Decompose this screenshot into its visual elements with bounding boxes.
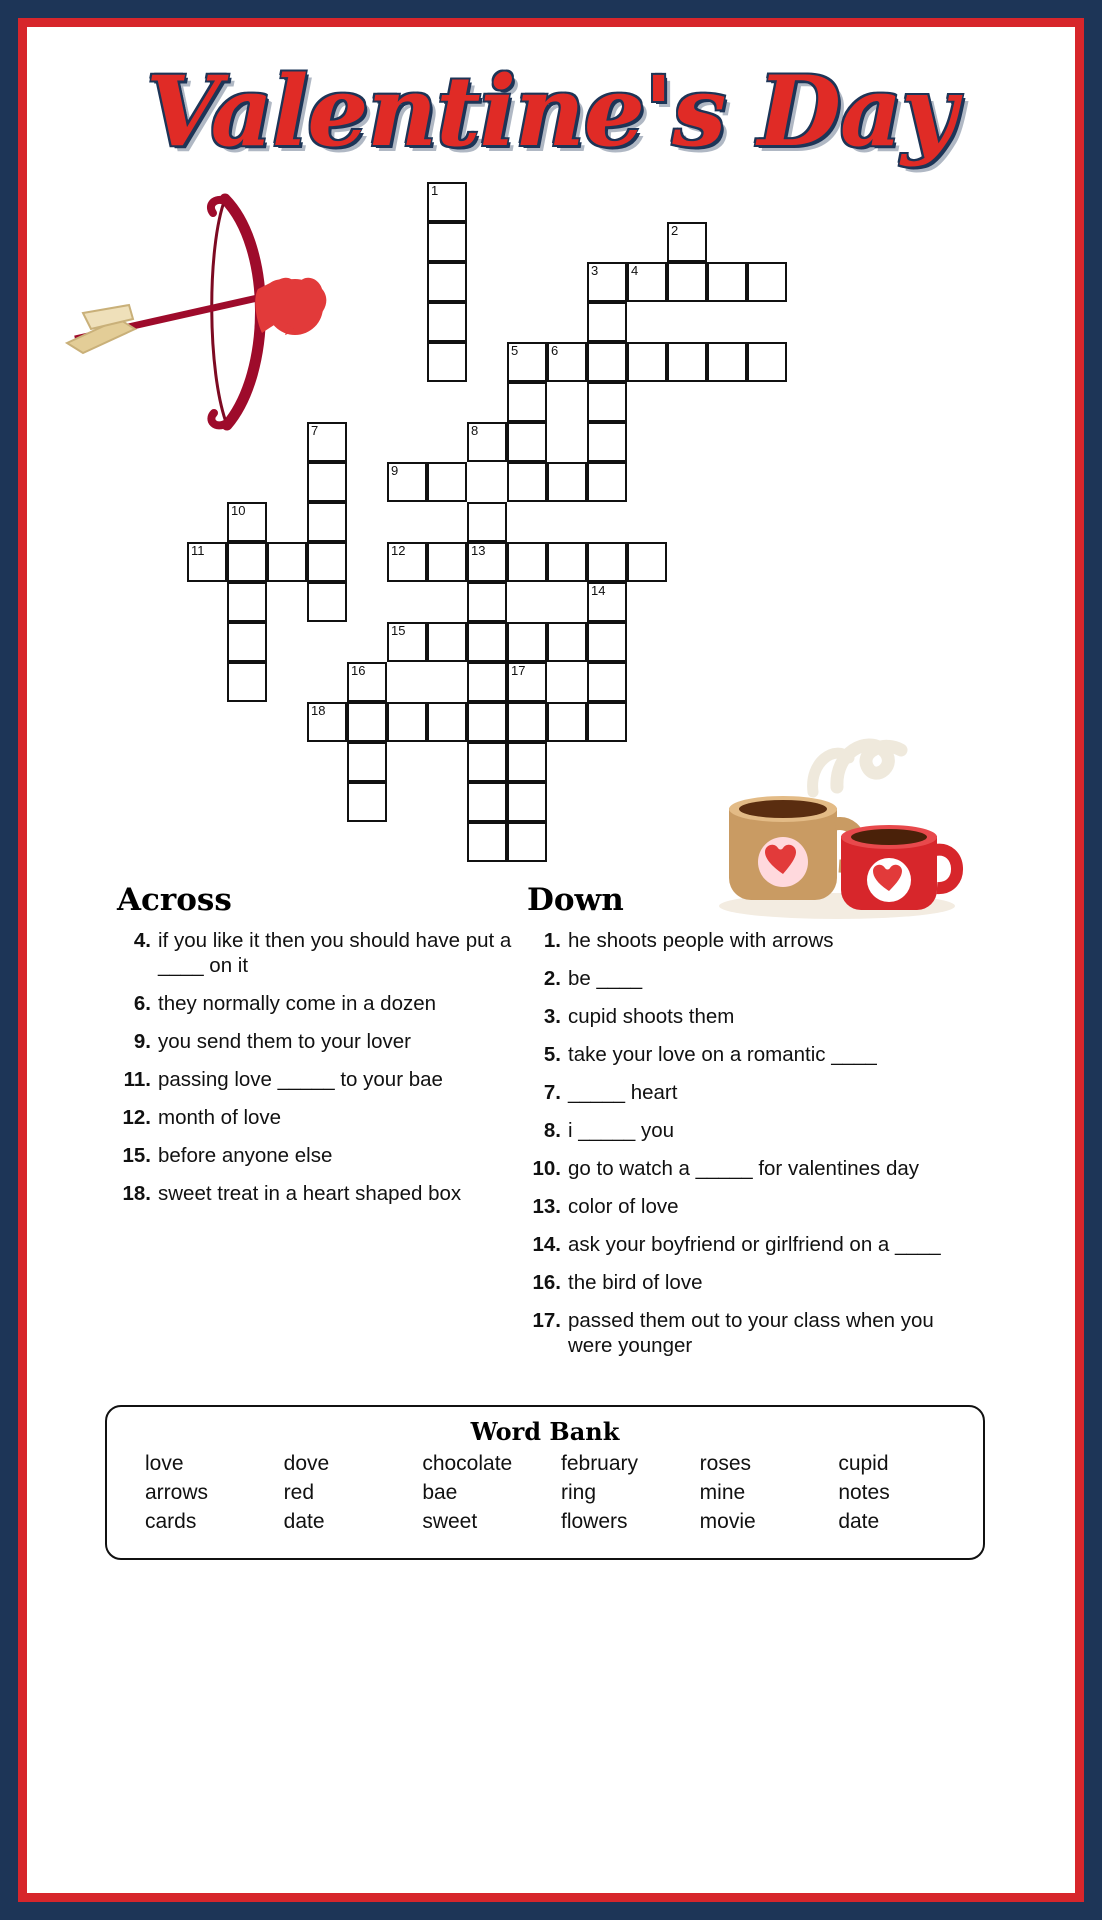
cell-number: 15 bbox=[391, 623, 406, 638]
crossword-cell[interactable] bbox=[427, 462, 467, 502]
crossword-cell[interactable] bbox=[507, 822, 547, 862]
crossword-cell[interactable] bbox=[627, 542, 667, 582]
crossword-cell[interactable] bbox=[507, 742, 547, 782]
crossword-cell[interactable] bbox=[307, 582, 347, 622]
word-bank-word: bae bbox=[422, 1481, 458, 1504]
clues-section bbox=[87, 882, 1017, 1402]
clue-text: he shoots people with arrows bbox=[568, 929, 834, 952]
crossword-cell[interactable] bbox=[627, 342, 667, 382]
cell-number: 10 bbox=[231, 503, 246, 518]
crossword-cell[interactable] bbox=[747, 262, 787, 302]
crossword-cell[interactable] bbox=[587, 582, 627, 622]
crossword-cell[interactable] bbox=[307, 422, 347, 462]
crossword-cell[interactable] bbox=[307, 702, 347, 742]
crossword-cell[interactable] bbox=[507, 382, 547, 422]
crossword-cell[interactable] bbox=[507, 542, 547, 582]
crossword-cell[interactable] bbox=[547, 342, 587, 382]
crossword-cell[interactable] bbox=[427, 702, 467, 742]
crossword-cell[interactable] bbox=[587, 262, 627, 302]
worksheet-sheet bbox=[27, 27, 1075, 1893]
clue-text: before anyone else bbox=[158, 1144, 333, 1167]
crossword-cell[interactable] bbox=[467, 582, 507, 622]
clue-text: passing love _____ to your bae bbox=[158, 1068, 443, 1091]
clue-number: 16. bbox=[532, 1271, 561, 1294]
down-clue bbox=[527, 1232, 947, 1257]
word-bank-word: february bbox=[561, 1452, 639, 1475]
clue-number: 11. bbox=[123, 1068, 151, 1091]
clue-text: the bird of love bbox=[568, 1271, 703, 1294]
clue-text: month of love bbox=[158, 1106, 282, 1129]
crossword-cell[interactable] bbox=[467, 542, 507, 582]
clue-number: 1. bbox=[543, 929, 561, 952]
crossword-cell[interactable] bbox=[467, 822, 507, 862]
crossword-cell[interactable] bbox=[587, 542, 627, 582]
crossword-cell[interactable] bbox=[427, 342, 467, 382]
word-bank-word: red bbox=[283, 1481, 315, 1504]
clue-text: _____ heart bbox=[568, 1081, 678, 1104]
down-clues bbox=[527, 882, 947, 1371]
clue-text: go to watch a _____ for valentines day bbox=[568, 1157, 920, 1180]
crossword-cell[interactable] bbox=[547, 702, 587, 742]
clue-number: 13. bbox=[532, 1195, 561, 1218]
crossword-cell[interactable] bbox=[307, 502, 347, 542]
crossword-cell[interactable] bbox=[747, 342, 787, 382]
crossword-cell[interactable] bbox=[507, 422, 547, 462]
word-bank-word: date bbox=[838, 1510, 880, 1533]
crossword-cell[interactable] bbox=[267, 542, 307, 582]
down-clue bbox=[527, 1194, 947, 1219]
cell-number: 17 bbox=[511, 663, 526, 678]
clue-text: i _____ you bbox=[568, 1119, 675, 1142]
cell-number: 14 bbox=[591, 583, 606, 598]
crossword-cell[interactable] bbox=[667, 342, 707, 382]
crossword-cell[interactable] bbox=[467, 742, 507, 782]
crossword-cell[interactable] bbox=[307, 542, 347, 582]
word-bank-word: cards bbox=[145, 1510, 197, 1533]
crossword-cell[interactable] bbox=[387, 702, 427, 742]
word-bank-word: ring bbox=[561, 1481, 597, 1504]
crossword-cell[interactable] bbox=[227, 502, 267, 542]
crossword-cell[interactable] bbox=[467, 422, 507, 462]
crossword-cell[interactable] bbox=[667, 222, 707, 262]
crossword-cell[interactable] bbox=[547, 622, 587, 662]
cell-number: 18 bbox=[311, 703, 326, 718]
crossword-cell[interactable] bbox=[347, 662, 387, 702]
word-bank-word: sweet bbox=[422, 1510, 478, 1533]
clue-number: 10. bbox=[532, 1157, 561, 1180]
crossword-cell[interactable] bbox=[507, 782, 547, 822]
cell-number: 16 bbox=[351, 663, 366, 678]
clue-text: cupid shoots them bbox=[568, 1005, 735, 1028]
crossword-cell[interactable] bbox=[707, 262, 747, 302]
crossword-cell[interactable] bbox=[507, 702, 547, 742]
clue-number: 5. bbox=[543, 1043, 561, 1066]
crossword-cell[interactable] bbox=[427, 182, 467, 222]
crossword-cell[interactable] bbox=[507, 342, 547, 382]
cell-number: 13 bbox=[471, 543, 486, 558]
across-heading: Across bbox=[117, 882, 232, 918]
cell-number: 4 bbox=[631, 263, 639, 278]
word-bank-word: flowers bbox=[561, 1510, 628, 1533]
word-bank-word: roses bbox=[699, 1452, 752, 1475]
crossword-cell[interactable] bbox=[507, 462, 547, 502]
crossword-cell[interactable] bbox=[547, 542, 587, 582]
crossword-cell[interactable] bbox=[187, 542, 227, 582]
crossword-cell[interactable] bbox=[387, 542, 427, 582]
crossword-cell[interactable] bbox=[547, 462, 587, 502]
across-clue bbox=[117, 1105, 537, 1130]
down-clue bbox=[527, 1118, 947, 1143]
down-clue bbox=[527, 928, 947, 953]
cell-number: 9 bbox=[391, 463, 399, 478]
crossword-cell[interactable] bbox=[227, 662, 267, 702]
down-clue bbox=[527, 1004, 947, 1029]
crossword-cell[interactable] bbox=[347, 742, 387, 782]
word-bank-word: chocolate bbox=[422, 1452, 513, 1475]
clue-text: color of love bbox=[568, 1195, 679, 1218]
crossword-cell[interactable] bbox=[707, 342, 747, 382]
crossword-cell[interactable] bbox=[427, 222, 467, 262]
cell-number: 1 bbox=[431, 183, 439, 198]
crossword-cell[interactable] bbox=[467, 622, 507, 662]
crossword-cell[interactable] bbox=[507, 662, 547, 702]
crossword-cell[interactable] bbox=[587, 702, 627, 742]
down-clue bbox=[527, 1080, 947, 1105]
down-clue bbox=[527, 966, 947, 991]
crossword-cell[interactable] bbox=[387, 462, 427, 502]
across-clue bbox=[117, 1143, 537, 1168]
across-clue bbox=[117, 991, 537, 1016]
clue-text: sweet treat in a heart shaped box bbox=[158, 1182, 462, 1205]
crossword-cell[interactable] bbox=[347, 702, 387, 742]
clue-text: be ____ bbox=[568, 967, 643, 990]
crossword-cell[interactable] bbox=[587, 382, 627, 422]
crossword-cell[interactable] bbox=[387, 622, 427, 662]
cell-number: 11 bbox=[191, 543, 205, 558]
crossword-grid[interactable] bbox=[147, 182, 947, 862]
clue-number: 9. bbox=[133, 1030, 151, 1053]
clue-number: 2. bbox=[543, 967, 561, 990]
crossword-cell[interactable] bbox=[467, 782, 507, 822]
word-bank-title: Word Bank bbox=[470, 1417, 620, 1446]
crossword-cell[interactable] bbox=[587, 622, 627, 662]
clue-text: if you like it then you should have put a ____ on it bbox=[158, 929, 512, 977]
crossword-cell[interactable] bbox=[467, 662, 507, 702]
clue-number: 8. bbox=[543, 1119, 561, 1142]
crossword-cell[interactable] bbox=[227, 582, 267, 622]
crossword-cell[interactable] bbox=[227, 542, 267, 582]
word-bank-word: cupid bbox=[838, 1452, 889, 1475]
clue-number: 14. bbox=[532, 1233, 561, 1256]
down-clue bbox=[527, 1308, 947, 1358]
across-clues bbox=[117, 882, 537, 1219]
crossword-cell[interactable] bbox=[587, 462, 627, 502]
clue-text: they normally come in a dozen bbox=[158, 992, 437, 1015]
clue-number: 17. bbox=[532, 1309, 561, 1332]
down-clue bbox=[527, 1270, 947, 1295]
cell-number: 3 bbox=[591, 263, 599, 278]
down-heading: Down bbox=[527, 882, 624, 918]
word-bank bbox=[105, 1405, 985, 1560]
word-bank-word: love bbox=[145, 1452, 184, 1475]
crossword-cell[interactable] bbox=[467, 702, 507, 742]
clue-number: 15. bbox=[122, 1144, 151, 1167]
clue-number: 4. bbox=[133, 929, 151, 952]
down-clue bbox=[527, 1042, 947, 1067]
cell-number: 12 bbox=[391, 543, 406, 558]
across-clue bbox=[117, 1029, 537, 1054]
crossword-cell[interactable] bbox=[667, 262, 707, 302]
crossword-cell[interactable] bbox=[587, 662, 627, 702]
clue-text: ask your boyfriend or girlfriend on a ____ bbox=[568, 1233, 941, 1256]
crossword-cell[interactable] bbox=[587, 302, 627, 342]
crossword-cell[interactable] bbox=[427, 542, 467, 582]
across-clue bbox=[117, 1067, 537, 1092]
crossword-cell[interactable] bbox=[347, 782, 387, 822]
cell-number: 2 bbox=[671, 223, 679, 238]
crossword-cell[interactable] bbox=[427, 302, 467, 342]
page-title: Valentine's Day bbox=[146, 55, 956, 168]
clue-text: passed them out to your class when you were younger bbox=[568, 1309, 934, 1357]
word-bank-word: notes bbox=[838, 1481, 890, 1504]
word-bank-list bbox=[129, 1452, 961, 1534]
cell-number: 5 bbox=[511, 343, 519, 358]
clue-text: you send them to your lover bbox=[158, 1030, 411, 1053]
crossword-cell[interactable] bbox=[227, 622, 267, 662]
clue-number: 12. bbox=[122, 1106, 151, 1129]
across-clue bbox=[117, 928, 537, 978]
clue-text: take your love on a romantic ____ bbox=[568, 1043, 877, 1066]
across-clue bbox=[117, 1181, 537, 1206]
crossword-cell[interactable] bbox=[307, 462, 347, 502]
crossword-cell[interactable] bbox=[587, 342, 627, 382]
word-bank-word: mine bbox=[699, 1481, 746, 1504]
down-clue bbox=[527, 1156, 947, 1181]
clue-number: 18. bbox=[122, 1182, 151, 1205]
crossword-cell[interactable] bbox=[507, 622, 547, 662]
crossword-cell[interactable] bbox=[427, 262, 467, 302]
clue-number: 7. bbox=[543, 1081, 561, 1104]
cell-number: 6 bbox=[551, 343, 559, 358]
word-bank-word: dove bbox=[283, 1452, 330, 1475]
word-bank-word: arrows bbox=[145, 1481, 209, 1504]
crossword-cell[interactable] bbox=[427, 622, 467, 662]
crossword-cell[interactable] bbox=[587, 422, 627, 462]
cell-number: 8 bbox=[471, 423, 479, 438]
clue-number: 6. bbox=[133, 992, 151, 1015]
word-bank-word: date bbox=[283, 1510, 325, 1533]
word-bank-word: movie bbox=[699, 1510, 756, 1533]
clue-number: 3. bbox=[543, 1005, 561, 1028]
crossword-cell[interactable] bbox=[627, 262, 667, 302]
cell-number: 7 bbox=[311, 423, 319, 438]
crossword-cell[interactable] bbox=[467, 502, 507, 542]
